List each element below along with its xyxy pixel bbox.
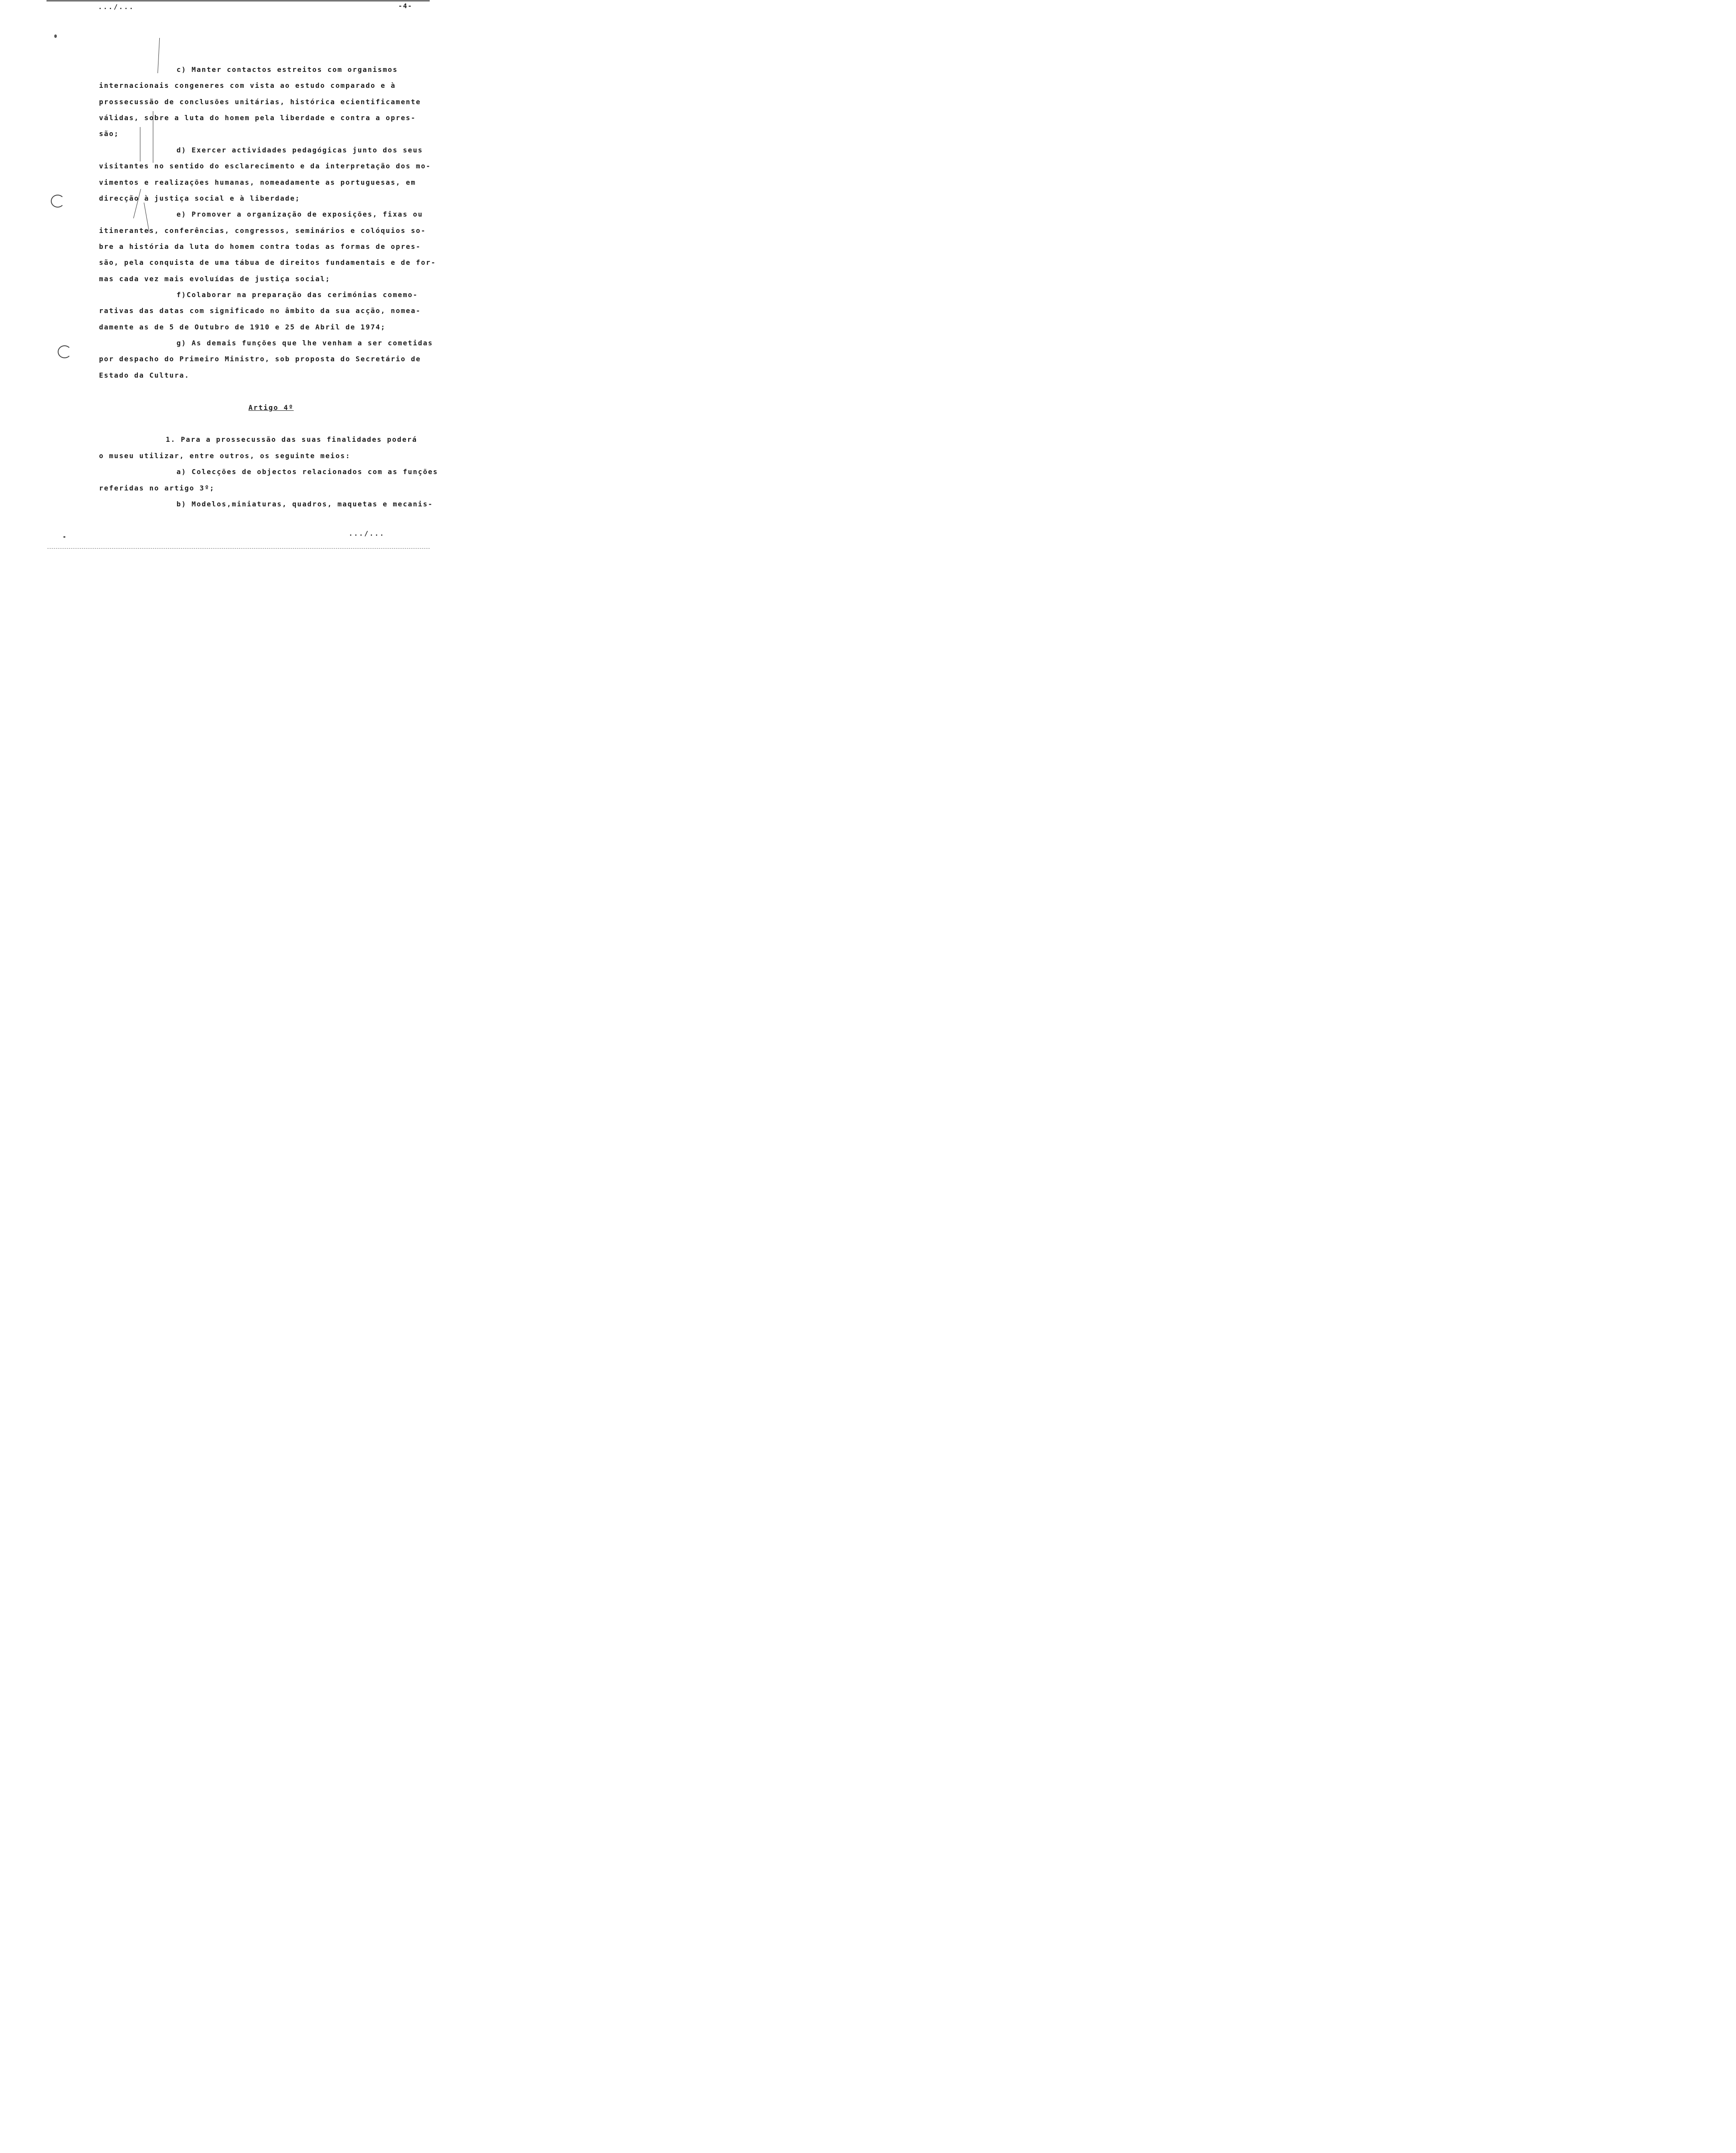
page-number: -4-	[398, 2, 413, 10]
text-line: g) As demais funções que lhe venham a ser cometidas	[177, 339, 433, 347]
bottom-border-rule	[47, 548, 430, 549]
text-line: rativas das datas com significado no âmbito da sua acção, nomea-	[99, 307, 421, 315]
pen-stroke	[133, 189, 141, 218]
text-line: o museu utilizar, entre outros, os seguinte meios:	[99, 452, 351, 460]
document-page	[0, 0, 477, 675]
text-line: itinerantes, conferências, congressos, seminários e colóquios so-	[99, 226, 426, 235]
text-line: c) Manter contactos estreitos com organismos	[177, 65, 398, 74]
text-line: por despacho do Primeiro Ministro, sob proposta do Secretário de	[99, 355, 421, 363]
text-line: são, pela conquista de uma tábua de direitos fundamentais e de for-	[99, 258, 436, 267]
footer-continued-marker: .../...	[349, 530, 385, 537]
text-line: internacionais congeneres com vista ao estudo comparado e à	[99, 81, 396, 90]
text-line: Estado da Cultura.	[99, 371, 190, 379]
text-line: vimentos e realizações humanas, nomeadamente as portuguesas, em	[99, 178, 416, 186]
text-line: direcção à justiça social e à liberdade;	[99, 194, 301, 202]
text-line: b) Modelos,miniaturas, quadros, maquetas e mecanis-	[177, 500, 433, 508]
text-line: e) Promover a organização de exposições, fixas ou	[177, 210, 423, 218]
ink-speck	[54, 34, 57, 38]
punch-hole-mark	[51, 195, 65, 208]
top-border-rule	[46, 0, 430, 1]
text-line: mas cada vez mais evoluídas de justiça social;	[99, 275, 331, 283]
text-line: referidas no artigo 3º;	[99, 484, 215, 492]
text-line: f)Colaborar na preparação das cerimónias comemo-	[177, 291, 418, 299]
header-continued-marker: .../...	[98, 3, 135, 11]
text-line: d) Exercer actividades pedagógicas junto dos seus	[177, 146, 423, 154]
text-line: damente as de 5 de Outubro de 1910 e 25 de Abril de 1974;	[99, 323, 386, 331]
article-heading: Artigo 4º	[248, 403, 294, 412]
text-line: são;	[99, 130, 119, 138]
text-line: a) Colecções de objectos relacionados com as funções	[177, 468, 438, 476]
punch-hole-mark	[58, 345, 71, 358]
text-line: visitantes no sentido do esclarecimento e da interpretação dos mo-	[99, 162, 431, 170]
text-line: válidas, sobre a luta do homem pela liberdade e contra a opres-	[99, 114, 416, 122]
text-line: bre a história da luta do homem contra todas as formas de opres-	[99, 242, 421, 251]
ink-speck	[63, 536, 65, 538]
text-line: prossecussão de conclusões unitárias, histórica ecientificamente	[99, 98, 421, 106]
text-line: 1. Para a prossecussão das suas finalidades poderá	[166, 435, 418, 444]
pen-stroke	[158, 38, 160, 73]
